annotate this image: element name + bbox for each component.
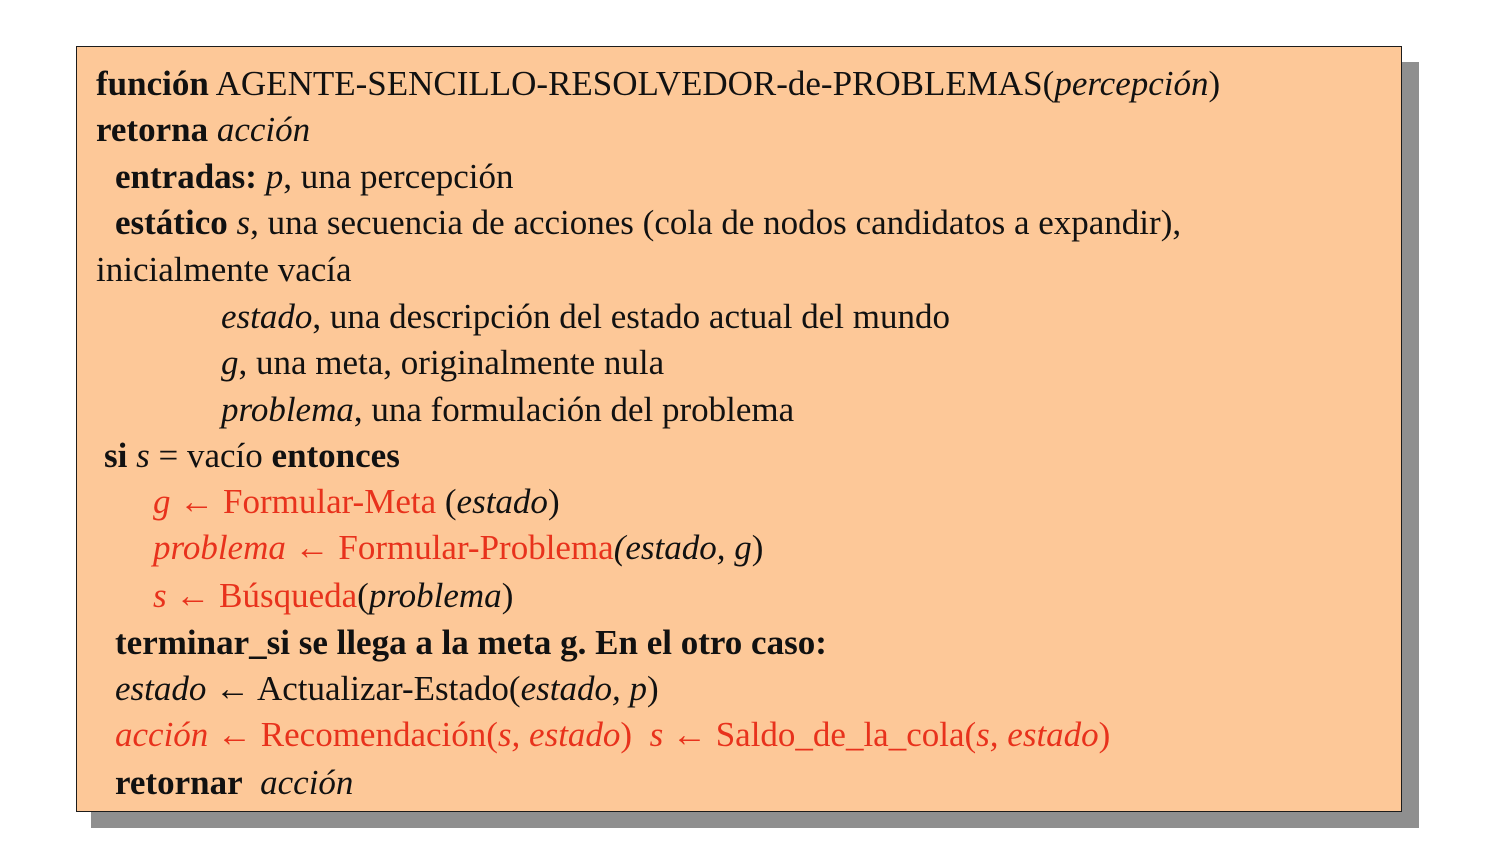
static-var-problema (77, 388, 1401, 432)
return-line (77, 761, 1401, 805)
inputs-line (77, 155, 1401, 199)
func-actualizar-estado: Actualizar-Estado( (256, 669, 521, 708)
paren-close: ) (646, 669, 659, 708)
if-var: s (136, 436, 150, 475)
algorithm-box (76, 46, 1402, 812)
paren-open: ( (436, 482, 457, 521)
goal-var: g (153, 482, 171, 521)
queue-var: s (649, 715, 664, 754)
search-var: s (153, 576, 167, 615)
search-arg: problema (368, 576, 502, 615)
update-line (77, 667, 1401, 711)
assign-arrow: ← (206, 669, 257, 708)
terminate-text: terminar_si se llega a la meta g. En el otro caso: (115, 623, 827, 662)
terminate-line (77, 621, 1401, 665)
step-busqueda (77, 574, 1401, 618)
var-problema-desc: , una formulación del problema (353, 390, 795, 429)
func-busqueda: Búsqueda (219, 576, 358, 615)
step-formular-problema (77, 526, 1401, 570)
action-var: acción (115, 715, 209, 754)
keyword-funcion: función (96, 64, 209, 103)
function-name: AGENTE-SENCILLO-RESOLVEDOR-de-PROBLEMAS( (208, 64, 1055, 103)
func-recomendacion: Recomendación( (260, 715, 498, 754)
if-line (77, 434, 1401, 478)
paren-close: ) (1208, 64, 1221, 103)
keyword-entonces: entonces (271, 436, 400, 475)
action-args: s, estado (497, 715, 621, 754)
func-saldo-de-la-cola: Saldo_de_la_cola( (715, 715, 977, 754)
action-line (77, 713, 1401, 757)
step-formular-meta (77, 480, 1401, 524)
paren-close: ) (501, 576, 514, 615)
function-param: percepción (1054, 64, 1209, 103)
func-formular-problema: Formular-Problema (338, 528, 614, 567)
paren-close: ) (620, 715, 650, 754)
static-var-g (77, 341, 1401, 385)
paren-close: ) (547, 482, 560, 521)
returns-value: acción (216, 110, 311, 149)
keyword-entradas: entradas: (115, 157, 257, 196)
keyword-si: si (104, 436, 128, 475)
assign-arrow: ← (170, 482, 223, 521)
var-problema: problema (221, 390, 354, 429)
problem-var: problema (153, 528, 286, 567)
input-var: p (265, 157, 284, 196)
input-desc: , una percepción (283, 157, 514, 196)
assign-arrow: ← (208, 715, 261, 754)
assign-arrow: ← (166, 576, 220, 615)
returns-line (77, 108, 1401, 152)
assign-arrow: ← (285, 528, 339, 567)
var-g: g (221, 343, 239, 382)
queue-args: s, estado (976, 715, 1099, 754)
keyword-estatico: estático (115, 203, 228, 242)
var-estado: estado (221, 297, 313, 336)
static-line (77, 201, 1401, 245)
static-continuation (77, 248, 1401, 292)
return-value: acción (260, 763, 354, 802)
static-desc: , una secuencia de acciones (cola de nodos candidatos a expandir), (250, 203, 1182, 242)
var-estado-desc: , una descripción del estado actual del mundo (312, 297, 950, 336)
paren-close: ) (751, 528, 764, 567)
static-continuation-text: inicialmente vacía (96, 250, 352, 289)
paren-open: ( (357, 576, 369, 615)
if-condition: = vacío (149, 436, 272, 475)
keyword-retornar: retornar (115, 763, 243, 802)
static-var-estado (77, 295, 1401, 339)
static-var: s (236, 203, 251, 242)
function-header (77, 62, 1401, 106)
problem-args: (estado, g (613, 528, 752, 567)
keyword-retorna: retorna (96, 110, 209, 149)
assign-arrow: ← (663, 715, 716, 754)
var-g-desc: , una meta, originalmente nula (238, 343, 665, 382)
paren-close: ) (1098, 715, 1111, 754)
update-args: estado, p (520, 669, 647, 708)
goal-arg: estado (456, 482, 548, 521)
func-formular-meta: Formular-Meta (223, 482, 437, 521)
update-var: estado (115, 669, 207, 708)
